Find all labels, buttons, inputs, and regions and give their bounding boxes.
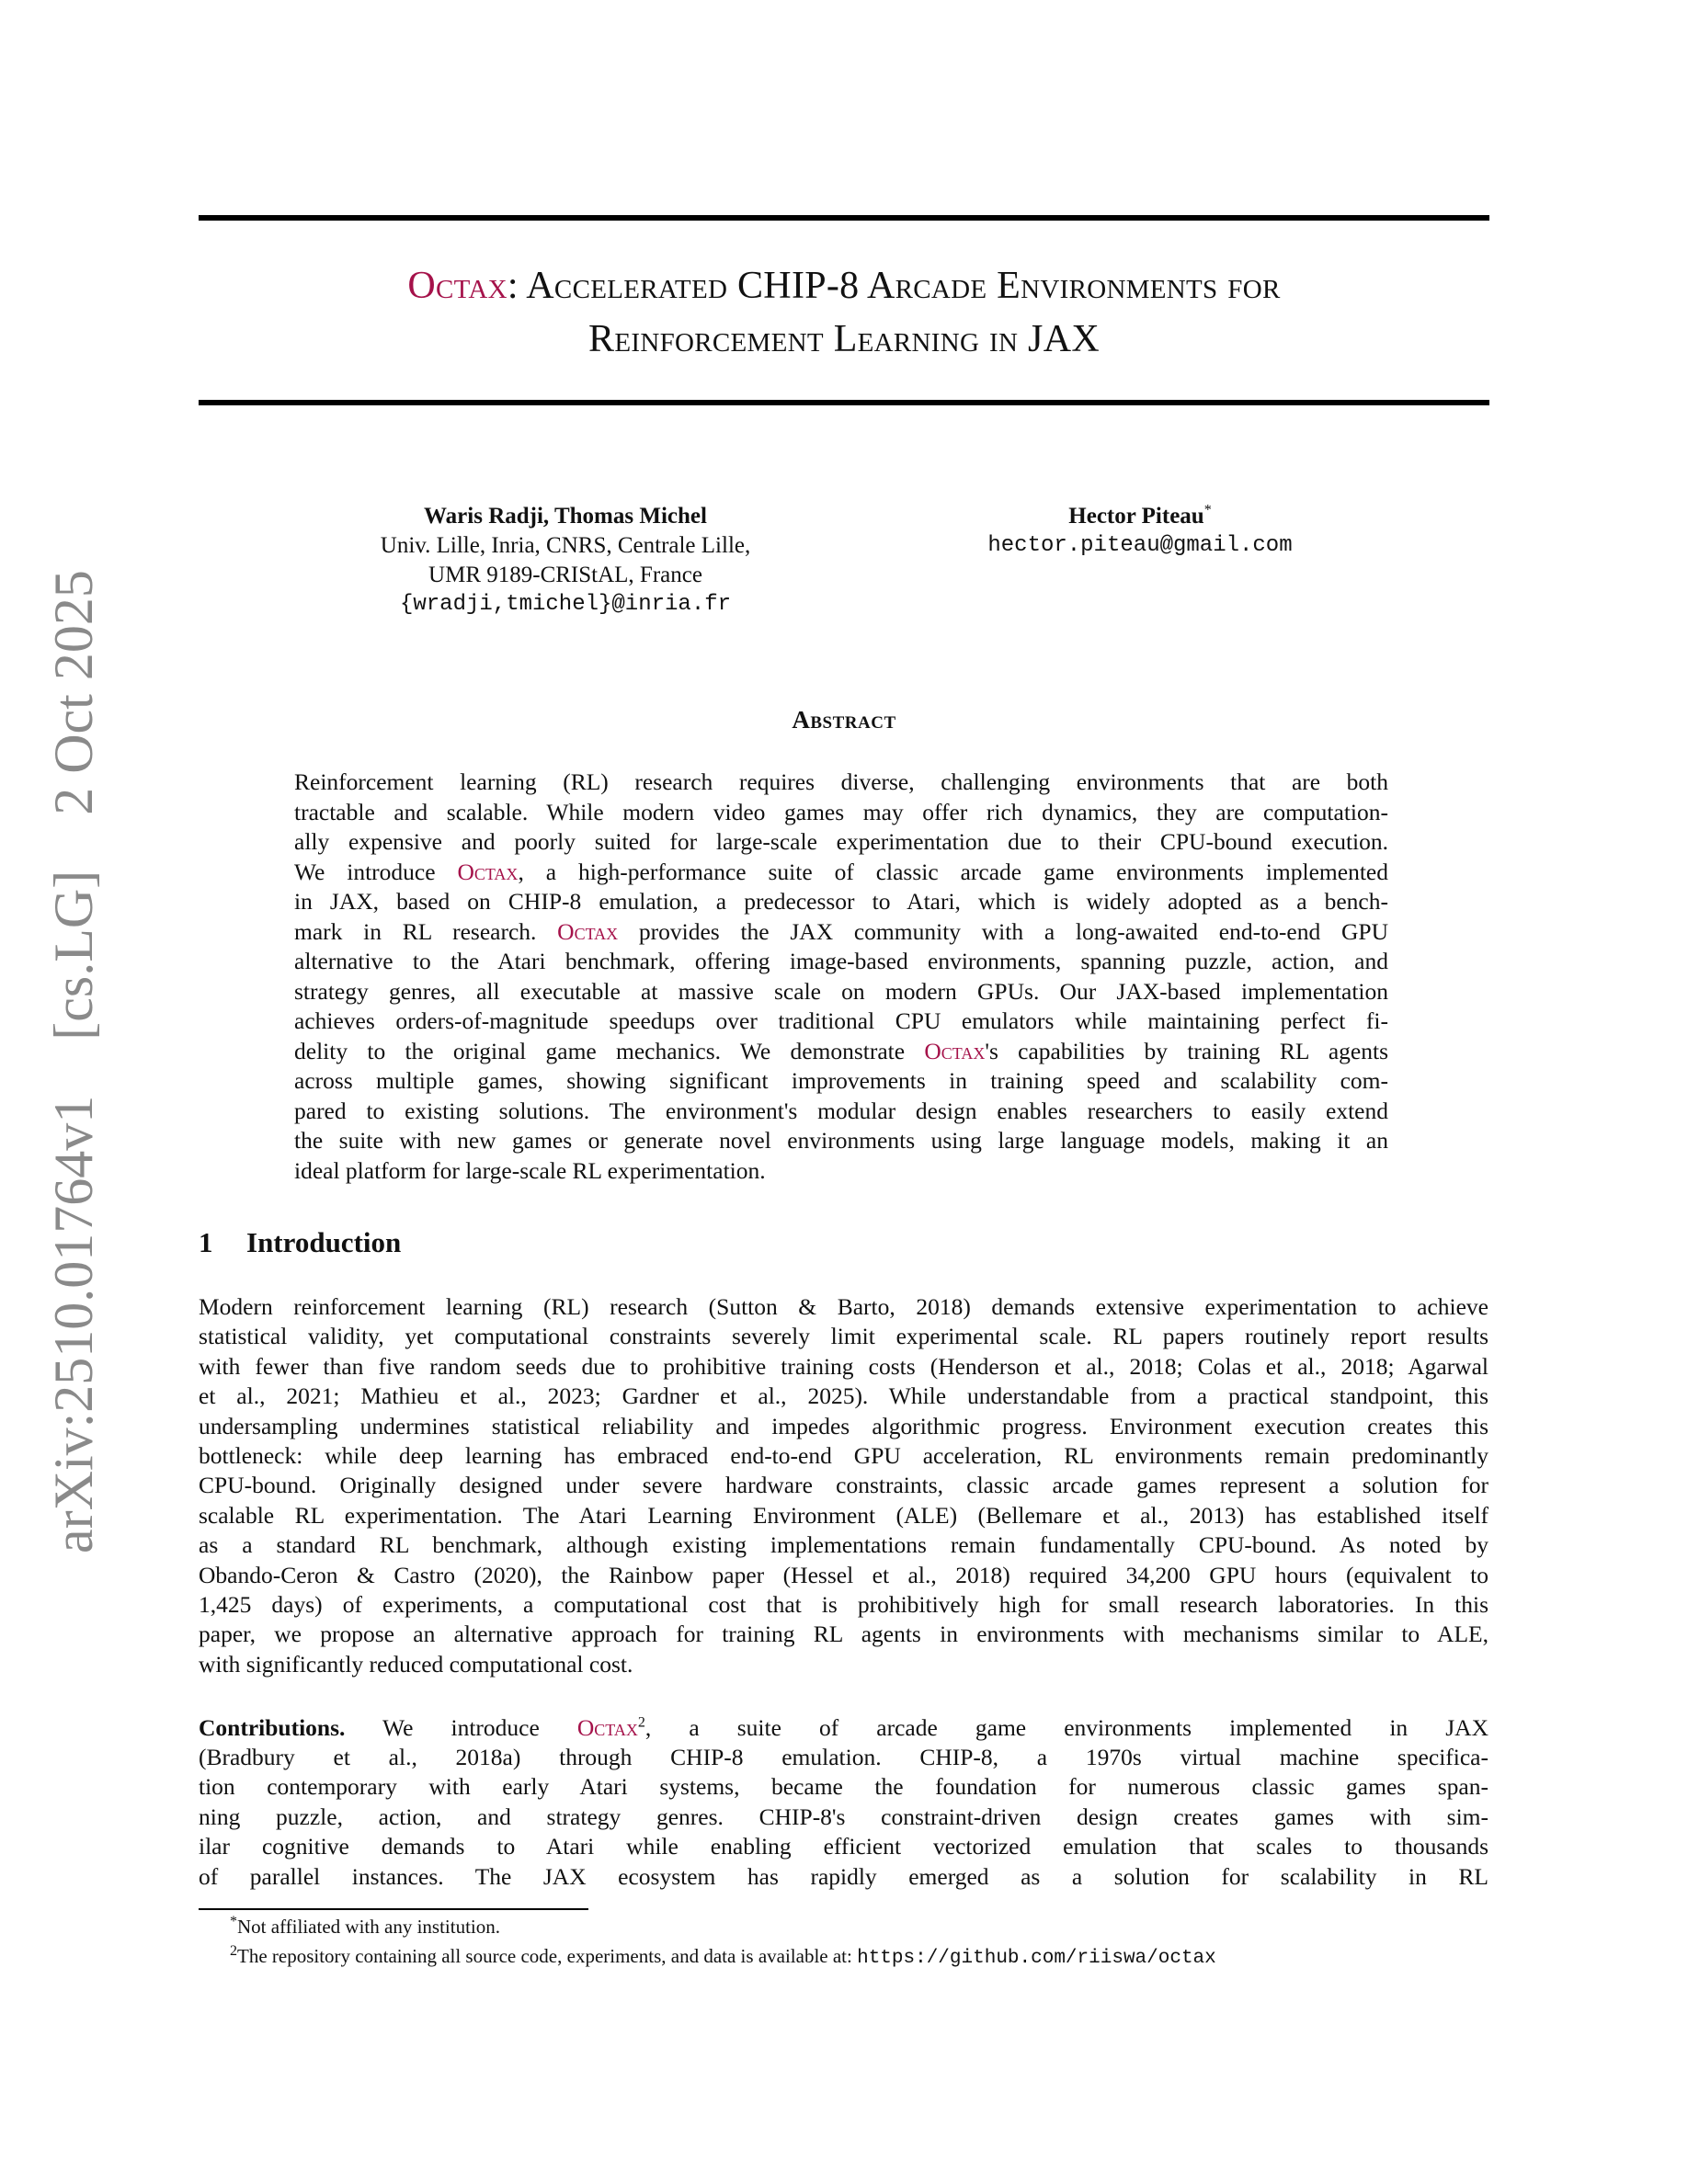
abstract-line <box>294 1126 1388 1155</box>
title-bottom-rule <box>199 400 1489 405</box>
text: ally expensive and poorly suited for large-scale experimentation due to their CPU-bound execution. <box>294 828 1388 855</box>
abstract-line <box>294 917 1388 947</box>
section-title: Introduction <box>246 1226 402 1258</box>
footnote-rule <box>199 1908 588 1910</box>
intro-line: Modern reinforcement learning (RL) research (Sutton & Barto, 2018) demands extensive experimentation to achieve <box>199 1293 1488 1320</box>
text: strategy genres, all executable at massive scale on modern GPUs. Our JAX-based implementation <box>294 977 1388 1005</box>
abstract-line <box>294 798 1388 827</box>
text: the suite with new games or generate novel environments using large language models, making it an <box>294 1127 1388 1154</box>
paper-title-line-1: Octax: Accelerated CHIP-8 Arcade Environments for <box>407 265 1281 307</box>
footnote-2: $^2$The repository containing all source code, experiments, and data is available at: https://github.com/riiswa/octax <box>230 1943 1216 1969</box>
abstract-line <box>294 858 1388 887</box>
author-block-2 <box>919 502 1361 561</box>
text: achieves orders-of-magnitude speedups over traditional CPU emulators while maintaining perfect fi- <box>294 1007 1388 1034</box>
author-names: Waris Radji, Thomas Michel <box>424 504 707 529</box>
intro-line: statistical validity, yet computational constraints severely limit experimental scale. RL papers routinely report results <box>199 1323 1488 1350</box>
text: mark in RL research. <box>294 917 558 945</box>
contributions-line: of parallel instances. The JAX ecosystem has rapidly emerged as a solution for scalability in RL <box>199 1862 1488 1890</box>
arxiv-category: [cs.LG] <box>43 870 104 1041</box>
abstract-line <box>294 827 1388 857</box>
intro-line: scalable RL experimentation. The Atari Learning Environment (ALE) (Bellemare et al., 2013) has established itself <box>199 1501 1488 1529</box>
section-heading-introduction <box>199 1226 401 1259</box>
intro-line: Obando-Ceron & Castro (2020), the Rainbow paper (Hessel et al., 2018) required 34,200 GPU hours (equivalent to <box>199 1561 1488 1588</box>
text: Reinforcement learning (RL) research requires diverse, challenging environments that are both <box>294 768 1388 795</box>
paper-title-line-2: Reinforcement Learning in JAX <box>588 318 1100 360</box>
abstract-heading: Abstract <box>792 706 896 734</box>
intro-line: et al., 2021; Mathieu et al., 2023; Gardner et al., 2025). While understandable from a practical standpoint, this <box>199 1382 1488 1410</box>
intro-line: with fewer than five random seeds due to prohibitive training costs (Henderson et al., 2018; Colas et al., 2018; Agarwal <box>199 1352 1488 1380</box>
octax-name: Octax <box>924 1037 986 1064</box>
intro-line: as a standard RL benchmark, although existing implementations remain fundamentally CPU-bound. As noted by <box>199 1531 1488 1559</box>
title-top-rule <box>199 215 1489 221</box>
author-names: Hector Piteau* <box>1068 502 1212 529</box>
text: across multiple games, showing significant improvements in training speed and scalability com- <box>294 1067 1388 1094</box>
text: in JAX, based on CHIP-8 emulation, a predecessor to Atari, which is widely adopted as a bench- <box>294 888 1388 915</box>
intro-line: with significantly reduced computational cost. <box>199 1650 633 1678</box>
intro-line: paper, we propose an alternative approach for training RL agents in environments with mechanisms similar to ALE, <box>199 1621 1488 1648</box>
text: , a high-performance suite of classic arcade game environments implemented <box>518 858 1388 885</box>
octax-name: Octax <box>407 265 508 307</box>
title-text: Accelerated CHIP-8 Arcade Environments for <box>518 265 1281 307</box>
author-block-1 <box>331 502 800 620</box>
arxiv-date: 2 Oct 2025 <box>43 570 104 815</box>
abstract-line <box>294 1066 1388 1096</box>
contributions-line: (Bradbury et al., 2018a) through CHIP-8 emulation. CHIP-8, a 1970s virtual machine specifica- <box>199 1744 1488 1770</box>
intro-line: 1,425 days) of experiments, a computational cost that is prohibitively high for small research laboratories. In this <box>199 1591 1488 1618</box>
text: pared to existing solutions. The environment's modular design enables researchers to easily extend <box>294 1097 1388 1124</box>
abstract-line <box>294 947 1388 976</box>
text: delity to the original game mechanics. We demonstrate <box>294 1037 925 1064</box>
octax-name: Octax <box>576 1714 638 1741</box>
intro-line: CPU-bound. Originally designed under severe hardware constraints, classic arcade games represent a solution for <box>199 1472 1488 1499</box>
intro-line: undersampling undermines statistical reliability and impedes algorithmic progress. Environment execution creates this <box>199 1412 1488 1439</box>
abstract-line <box>294 1037 1388 1066</box>
text: tractable and scalable. While modern video games may offer rich dynamics, they are computation- <box>294 798 1388 825</box>
repository-link[interactable]: https://github.com/riiswa/octax <box>857 1948 1216 1969</box>
section-number: 1 <box>199 1226 213 1258</box>
text: We introduce <box>294 858 458 885</box>
author-affiliation: Univ. Lille, Inria, CNRS, Centrale Lille, <box>380 533 751 558</box>
contributions-line: ilar cognitive demands to Atari while enabling efficient vectorized emulation that scales to thousands <box>199 1833 1488 1860</box>
text: ideal platform for large-scale RL experimentation. <box>294 1156 766 1184</box>
footnote-1: *Not affiliated with any institution. <box>230 1914 500 1938</box>
abstract-line <box>294 1097 1388 1126</box>
text: alternative to the Atari benchmark, offering image-based environments, spanning puzzle, action, and <box>294 948 1388 974</box>
arxiv-sidebar-stamp <box>43 570 104 1553</box>
arxiv-id: arXiv:2510.01764v1 <box>43 1095 104 1553</box>
octax-name: Octax <box>457 858 519 885</box>
contributions-line: Contributions. We introduce Octax$^2$, a suite of arcade game environments implemented in JAX <box>199 1714 1488 1741</box>
text: 's capabilities by training RL agents <box>985 1037 1388 1064</box>
octax-name: Octax <box>557 917 619 945</box>
abstract-line <box>294 977 1388 1007</box>
intro-line: bottleneck: while deep learning has embraced end-to-end GPU acceleration, RL environments remain predominantly <box>199 1442 1488 1469</box>
abstract-line <box>294 768 1388 797</box>
contributions-label: Contributions. <box>199 1714 346 1741</box>
footnote-ref[interactable]: 2 <box>637 1714 645 1731</box>
author-email: hector.piteau@gmail.com <box>987 533 1293 558</box>
author-affiliation: UMR 9189-CRIStAL, France <box>428 563 702 587</box>
abstract-line <box>294 1007 1388 1036</box>
author-email: {wradji,tmichel}@inria.fr <box>399 592 732 617</box>
abstract-line <box>294 1156 1388 1186</box>
contributions-line: ning puzzle, action, and strategy genres. CHIP-8's constraint-driven design creates games with sim- <box>199 1803 1488 1830</box>
contributions-line: tion contemporary with early Atari systems, became the foundation for numerous classic games span- <box>199 1773 1488 1801</box>
text: provides the JAX community with a long-awaited end-to-end GPU <box>618 917 1388 945</box>
abstract-line <box>294 887 1388 916</box>
